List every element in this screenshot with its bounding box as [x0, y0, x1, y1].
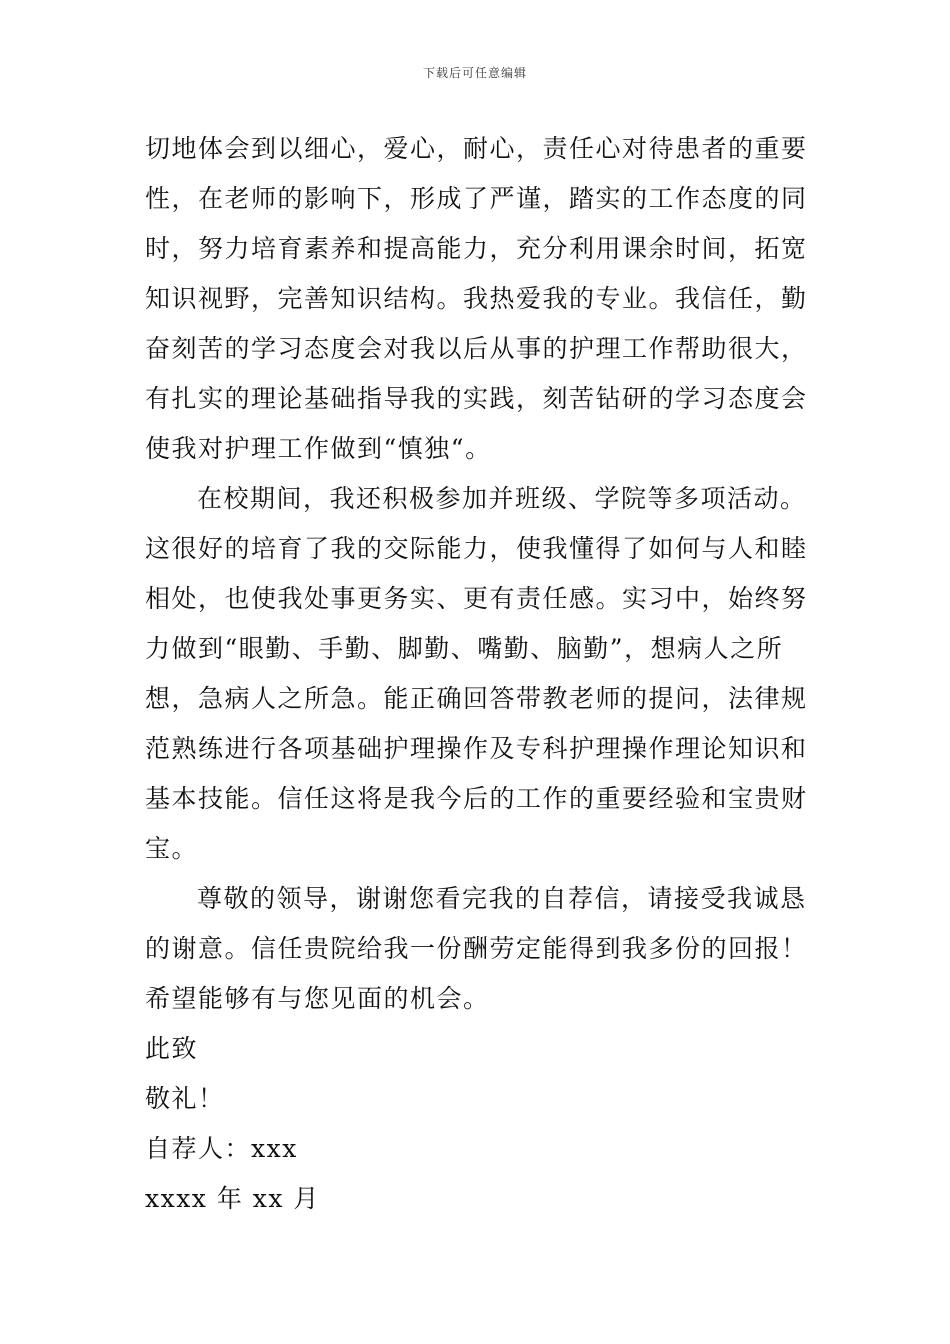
- letter-body: [145, 124, 809, 1224]
- paragraph-thanks: 尊敬的领导，谢谢您看完我的自荐信，请接受我诚恳的谢意。信任贵院给我一份酬劳定能得到我多份的回报！: [145, 884, 808, 963]
- signature-line: 自荐人：xxx: [145, 1134, 298, 1163]
- salutation-cizhi: 此致: [145, 1034, 199, 1063]
- page-header-note: 下载后可任意编辑: [422, 66, 527, 80]
- salutation-jingli: 敬礼！: [145, 1084, 225, 1113]
- hope-line: 希望能够有与您见面的机会。: [145, 984, 490, 1013]
- paragraph-study-attitude: 切地体会到以细心，爱心，耐心，责任心对待患者的重要性，在老师的影响下，形成了严谨，踏实的工作态度的同时，努力培育素养和提高能力，充分利用课余时间，拓宽知识视野，完善知识结构。我热爱我的专业。我信任，勤奋刻苦的学习态度会对我以后从事的护理工作帮助很大，有扎实的理论基础指导我的实践，刻苦钻研的学习态度会使我对护理工作做到“慎独“。: [145, 134, 808, 463]
- paragraph-school-activities: 在校期间，我还积极参加并班级、学院等多项活动。这很好的培育了我的交际能力，使我懂得了如何与人和睦相处，也使我处事更务实、更有责任感。实习中，始终努力做到“眼勤、手勤、脚勤、嘴勤、脑勤”，想病人之所想，急病人之所急。能正确回答带教老师的提问，法律规范熟练进行各项基础护理操作及专科护理操作理论知识和基本技能。信任这将是我今后的工作的重要经验和宝贵财宝。: [145, 484, 808, 863]
- date-line: xxxx 年 xx 月: [145, 1184, 320, 1213]
